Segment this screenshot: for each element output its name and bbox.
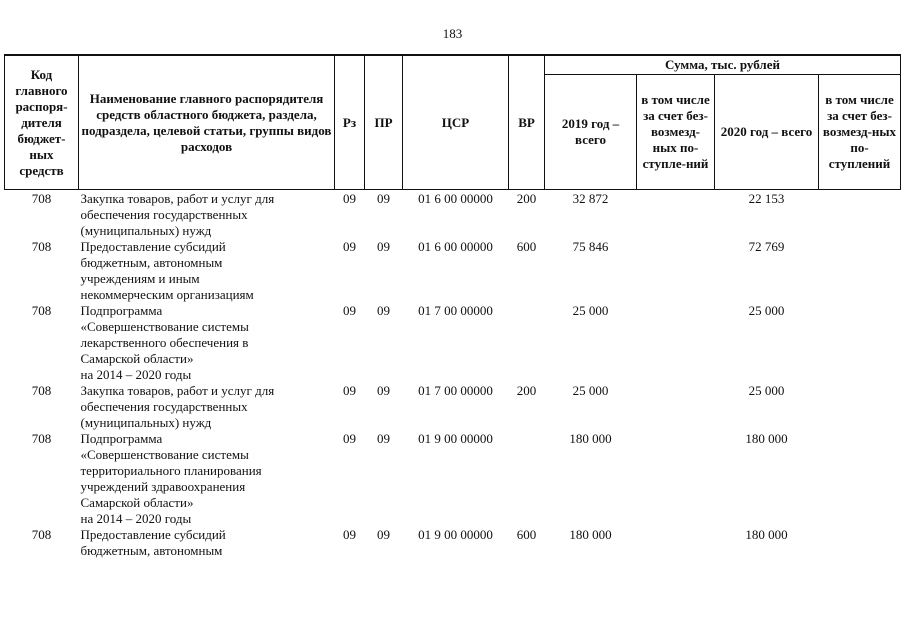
csr-cell: 01 7 00 00000 [418,383,493,398]
code-cell: 708 [31,191,52,206]
name-line: Подпрограмма [80,303,163,318]
name-line: Самарской области» [80,351,194,366]
name-line: Предоставление субсидий [80,527,226,542]
name-line: Закупка товаров, работ и услуг для [80,383,275,398]
header-2019-free: в том числе за счет без-возмезд-ных по-ступле-ний [637,75,715,190]
name-cell [79,431,335,527]
sum-2020-cell: 180 000 [745,527,788,542]
pr-cell: 09 [377,303,390,318]
name-line: бюджетным, автономным [80,543,223,558]
table-row [5,383,901,431]
name-cell [79,239,335,303]
sum-2019-free-cell [637,527,715,559]
name-line: обеспечения государственных [80,207,248,222]
name-cell [79,383,335,431]
table-row [5,527,901,559]
name-cell [79,190,335,240]
pr-cell: 09 [377,383,390,398]
sum-2020-cell: 22 153 [748,191,785,206]
name-cell [79,527,335,559]
rz-cell: 09 [343,303,356,318]
code-cell: 708 [31,431,52,446]
table-row [5,190,901,240]
sum-2020-free-cell [819,239,901,303]
header-vr: ВР [509,55,545,190]
rz-cell: 09 [343,239,356,254]
table-row [5,431,901,527]
table-row [5,303,901,383]
sum-2019-free-cell [637,431,715,527]
name-line: учреждений здравоохранения [80,479,246,494]
code-cell: 708 [31,303,52,318]
name-cell [79,303,335,383]
code-cell: 708 [31,383,52,398]
header-code: Код главного распоря-дителя бюджет-ных средств [5,55,79,190]
csr-cell: 01 9 00 00000 [418,527,493,542]
pr-cell: 09 [377,239,390,254]
sum-2020-free-cell [819,431,901,527]
rz-cell: 09 [343,191,356,206]
header-2020-free: в том числе за счет без-возмезд-ных по-ступлений [819,75,901,190]
csr-cell: 01 6 00 00000 [418,239,493,254]
sum-2020-free-cell [819,527,901,559]
pr-cell: 09 [377,527,390,542]
name-line: «Совершенствование системы [80,447,249,462]
vr-cell: 200 [516,383,537,398]
vr-cell [509,303,545,383]
rz-cell: 09 [343,527,356,542]
name-line: на 2014 – 2020 годы [80,511,192,526]
sum-2019-free-cell [637,383,715,431]
sum-2019-cell: 180 000 [569,527,612,542]
header-csr: ЦСР [403,55,509,190]
header-2020-total: 2020 год – всего [715,75,819,190]
name-line: обеспечения государственных [80,399,248,414]
table-body [5,190,901,560]
sum-2020-cell: 25 000 [748,383,785,398]
vr-cell [509,431,545,527]
code-cell: 708 [31,527,52,542]
header-2019-total: 2019 год – всего [545,75,637,190]
sum-2019-free-cell [637,303,715,383]
sum-2020-cell: 72 769 [748,239,785,254]
rz-cell: 09 [343,383,356,398]
sum-2019-cell: 25 000 [572,383,609,398]
sum-2019-free-cell [637,190,715,240]
name-line: Самарской области» [80,495,194,510]
sum-2020-free-cell [819,303,901,383]
name-line: на 2014 – 2020 годы [80,367,192,382]
sum-2020-cell: 180 000 [745,431,788,446]
header-rz: Рз [335,55,365,190]
name-line: некоммерческим организациям [80,287,254,302]
name-line: Предоставление субсидий [80,239,226,254]
sum-2019-cell: 32 872 [572,191,609,206]
name-line: Закупка товаров, работ и услуг для [80,191,275,206]
sum-2019-cell: 180 000 [569,431,612,446]
vr-cell: 600 [516,527,537,542]
sum-2019-cell: 75 846 [572,239,609,254]
name-line: бюджетным, автономным [80,255,223,270]
name-line: лекарственного обеспечения в [80,335,249,350]
name-line: учреждениям и иным [80,271,200,286]
code-cell: 708 [31,239,52,254]
sum-2019-free-cell [637,239,715,303]
vr-cell: 200 [516,191,537,206]
rz-cell: 09 [343,431,356,446]
page-number: 183 [442,26,463,41]
table-row [5,239,901,303]
name-line: Подпрограмма [80,431,163,446]
sum-2020-free-cell [819,383,901,431]
name-line: территориального планирования [80,463,262,478]
name-line: (муниципальных) нужд [80,223,212,238]
name-line: «Совершенствование системы [80,319,249,334]
csr-cell: 01 7 00 00000 [418,303,493,318]
sum-2020-free-cell [819,190,901,240]
header-sum-group: Сумма, тыс. рублей [545,55,901,75]
name-line: (муниципальных) нужд [80,415,212,430]
csr-cell: 01 9 00 00000 [418,431,493,446]
pr-cell: 09 [377,191,390,206]
header-pr: ПР [365,55,403,190]
vr-cell: 600 [516,239,537,254]
budget-table [4,54,901,559]
csr-cell: 01 6 00 00000 [418,191,493,206]
sum-2019-cell: 25 000 [572,303,609,318]
pr-cell: 09 [377,431,390,446]
sum-2020-cell: 25 000 [748,303,785,318]
header-name: Наименование главного распорядителя средств областного бюджета, раздела, подраздела, целевой статьи, группы видов расходов [79,55,335,190]
